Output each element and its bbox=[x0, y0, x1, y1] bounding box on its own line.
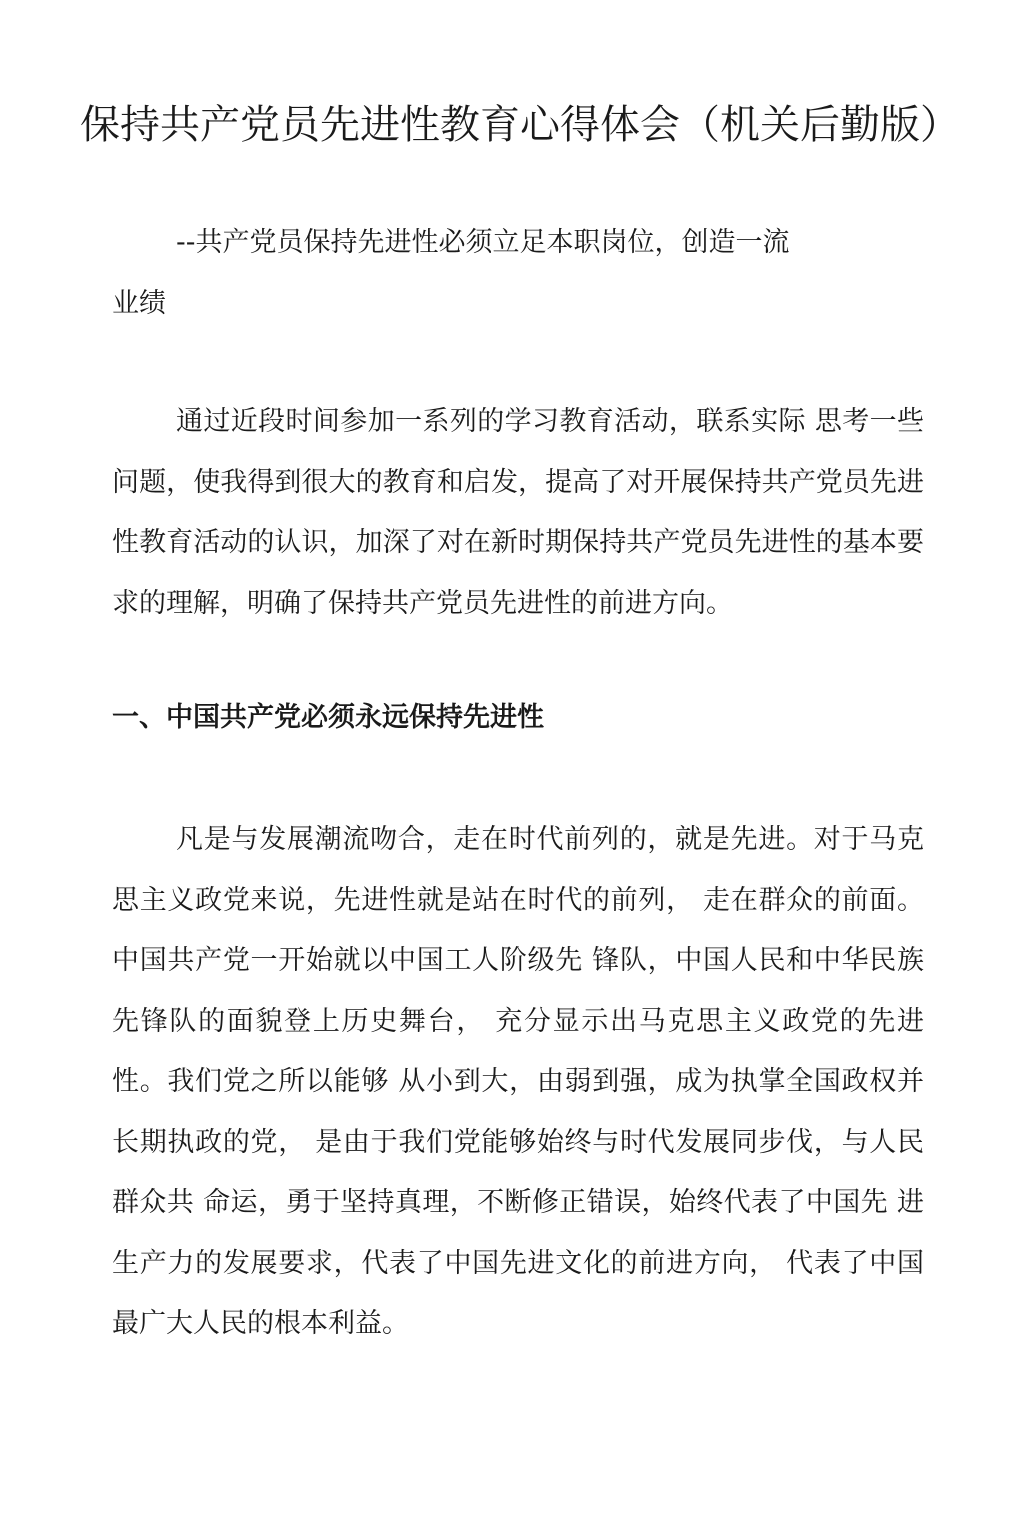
paragraph-section-1: 凡是与发展潮流吻合，走在时代前列的，就是先进。对于马克思主义政党来说，先进性就是站在时代的前列， 走在群众的前面。中国共产党一开始就以中国工人阶级先 锋队，中国人民和中华民族先锋队的面貌登上历史舞台， 充分显示出马克思主义政党的先进性。我们党之所以能够 从小到大，由弱到强，成为执掌全国政权并长期执政的党， 是由于我们党能够始终与时代发展同步伐，与人民群众共 命运，勇于坚持真理，不断修正错误，始终代表了中国先 进生产力的发展要求，代表了中国先进文化的前进方向， 代表了中国最广大人民的根本利益。 bbox=[112, 824, 924, 1339]
paragraph-intro: 通过近段时间参加一系列的学习教育活动，联系实际 思考一些问题，使我得到很大的教育和启发，提高了对开展保持共产党员先进性教育活动的认识，加深了对在新时期保持共产党员先进性的基本要求的理解，明确了保持共产党员先进性的前进方向。 bbox=[112, 406, 924, 619]
document-title: 保持共产党员先进性教育心得体会（机关后勤版） bbox=[80, 102, 960, 148]
subtitle-line-2: 业绩 bbox=[112, 288, 166, 319]
subtitle-line-1: --共产党员保持先进性必须立足本职岗位，创造一流 bbox=[176, 227, 790, 258]
section-heading-1: 一、中国共产党必须永远保持先进性 bbox=[112, 702, 544, 733]
